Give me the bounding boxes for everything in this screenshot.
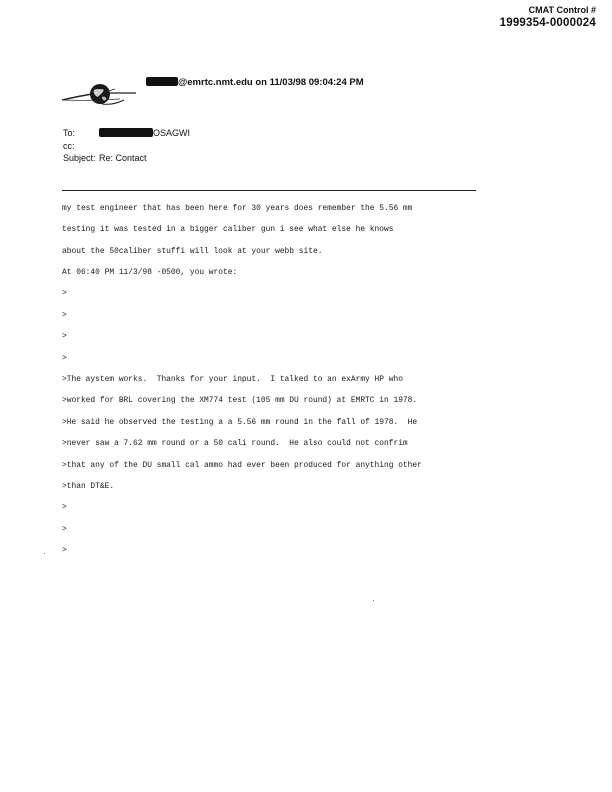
cmat-control-number: 1999354-0000024 [499,17,596,29]
sender-line [146,77,364,88]
cc-label: cc: [63,141,75,151]
body-line: about the 50caliber stuffi will look at your webb site. [62,246,323,256]
to-label: To: [63,128,76,138]
cc-row [63,141,99,151]
scan-speck [44,553,45,554]
body-line: > [62,332,67,342]
scan-speck [373,600,374,601]
body-line: my test engineer that has been here for 30 years does remember the 5.56 mm [62,203,413,213]
subject-label: Subject: [63,153,96,163]
redacted-recipient [99,128,153,137]
redacted-sender-name [146,77,178,86]
body-line: >that any of the DU small cal ammo had ever been produced for anything other [62,460,422,470]
body-line: >He said he observed the testing a a 5.56 mm round in the fall of 1978. He [62,417,418,427]
body-line: > [62,546,67,556]
header-divider [62,190,476,191]
body-line: >never saw a 7.62 mm round or a 50 cali round. He also could not confrim [62,439,408,449]
email-body [62,193,422,568]
body-line: > [62,310,67,320]
body-line: >than DT&E. [62,481,115,491]
body-line: At 06:40 PM 11/3/98 -0500, you wrote: [62,267,238,277]
body-line: > [62,353,67,363]
sender-on-word: on [255,77,267,88]
cmat-control-block [500,5,596,30]
to-value: OSAGWI [153,128,191,138]
body-line: >worked for BRL covering the XM774 test (105 mm DU round) at EMRTC in 1978. [62,396,418,406]
sender-domain: @emrtc.nmt.edu [178,77,253,88]
cmat-control-label: CMAT Control # [528,5,596,15]
body-line: >The aystem works. Thanks for your input. I talked to an exArmy HP who [62,374,403,384]
body-line: testing it was tested in a bigger caliber gun i see what else he knows [62,225,394,235]
subject-row [63,153,147,163]
sent-datetime: 11/03/98 09:04:24 PM [269,77,364,88]
body-line: > [62,503,67,513]
body-line: > [62,524,67,534]
subject-value: Re: Contact [99,153,147,163]
body-line: > [62,289,67,299]
to-row [63,128,190,138]
